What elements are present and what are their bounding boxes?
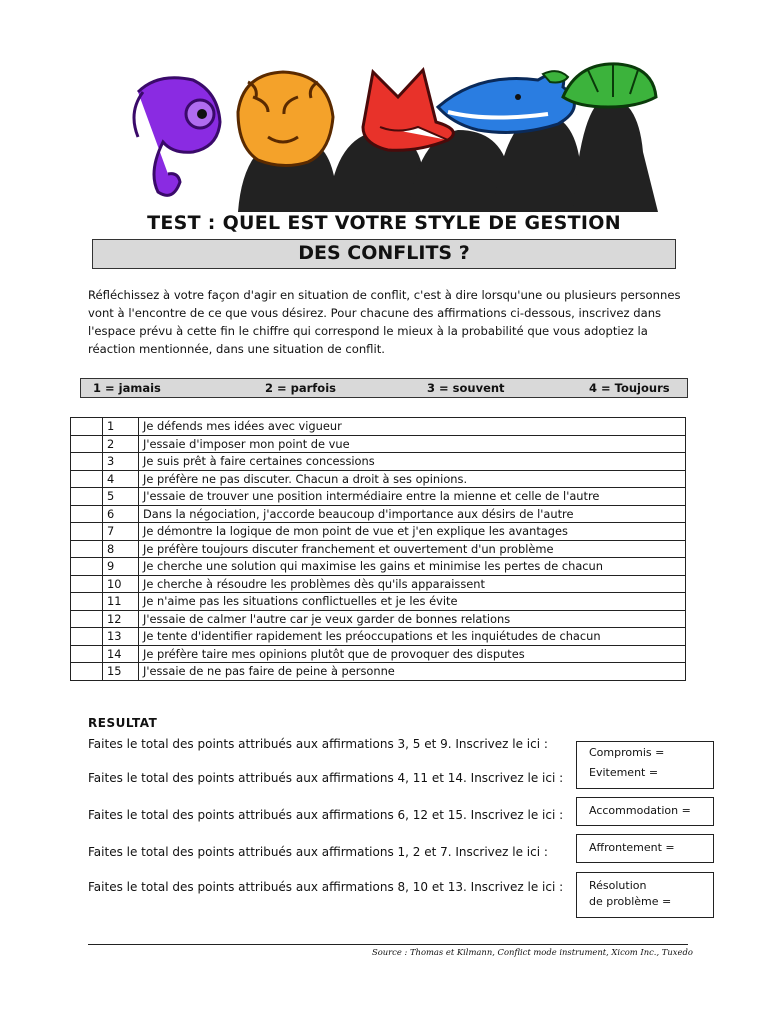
statement-text: Je préfère taire mes opinions plutôt que de provoquer des disputes — [139, 645, 686, 663]
statement-number: 7 — [103, 523, 139, 541]
statement-text: Dans la négociation, j'accorde beaucoup d'importance aux désirs de l'autre — [139, 505, 686, 523]
footer-divider — [88, 944, 688, 945]
resolution-box[interactable] — [576, 872, 714, 918]
statement-text: Je démontre la logique de mon point de vue et j'en explique les avantages — [139, 523, 686, 541]
statement-text: Je défends mes idées avec vigueur — [139, 418, 686, 436]
answer-cell[interactable] — [71, 453, 103, 471]
answer-cell[interactable] — [71, 610, 103, 628]
resolution-label-2: de problème = — [589, 895, 672, 908]
table-row — [71, 628, 686, 646]
table-row — [71, 593, 686, 611]
statement-text: Je cherche une solution qui maximise les gains et minimise les pertes de chacun — [139, 558, 686, 576]
answer-cell[interactable] — [71, 523, 103, 541]
statement-number: 12 — [103, 610, 139, 628]
table-row — [71, 488, 686, 506]
compromis-label: Compromis = — [589, 746, 665, 759]
answer-cell[interactable] — [71, 418, 103, 436]
statement-text: Je suis prêt à faire certaines concessions — [139, 453, 686, 471]
tiger-head-icon — [238, 72, 333, 166]
accommodation-box[interactable] — [576, 797, 714, 826]
table-row — [71, 505, 686, 523]
answer-cell[interactable] — [71, 540, 103, 558]
table-row — [71, 645, 686, 663]
statement-text: Je cherche à résoudre les problèmes dès qu'ils apparaissent — [139, 575, 686, 593]
result-instruction: Faites le total des points attribués aux affirmations 4, 11 et 14. Inscrivez le ici : — [88, 771, 564, 785]
statement-number: 15 — [103, 663, 139, 681]
answer-cell[interactable] — [71, 663, 103, 681]
results-title: RESULTAT — [88, 716, 158, 730]
statement-number: 9 — [103, 558, 139, 576]
answer-cell[interactable] — [71, 628, 103, 646]
result-instruction: Faites le total des points attribués aux affirmations 6, 12 et 15. Inscrivez le ici : — [88, 808, 564, 822]
rating-scale-bar — [80, 378, 688, 398]
statement-text: Je préfère toujours discuter franchement et ouvertement d'un problème — [139, 540, 686, 558]
table-row — [71, 435, 686, 453]
statement-number: 6 — [103, 505, 139, 523]
table-row — [71, 523, 686, 541]
table-row — [71, 540, 686, 558]
statement-text: J'essaie de calmer l'autre car je veux garder de bonnes relations — [139, 610, 686, 628]
page-title-line1: TEST : QUEL EST VOTRE STYLE DE GESTION — [147, 212, 621, 234]
page-title-line2: DES CONFLITS ? — [92, 239, 676, 269]
chameleon-head-icon — [134, 78, 220, 196]
scale-item: 3 = souvent — [427, 381, 505, 395]
statement-number: 1 — [103, 418, 139, 436]
table-row — [71, 558, 686, 576]
scale-item: 1 = jamais — [93, 381, 161, 395]
resolution-label-1: Résolution — [589, 879, 647, 892]
table-row — [71, 470, 686, 488]
source-citation: Source : Thomas et Kilmann, Conflict mode instrument, Xicom Inc., Tuxedo — [372, 947, 693, 957]
statements-table — [70, 417, 686, 681]
table-row — [71, 610, 686, 628]
statement-number: 11 — [103, 593, 139, 611]
statement-number: 3 — [103, 453, 139, 471]
scale-item: 2 = parfois — [265, 381, 336, 395]
statement-text: Je tente d'identifier rapidement les préoccupations et les inquiétudes de chacun — [139, 628, 686, 646]
evitement-label: Evitement = — [589, 766, 659, 779]
answer-cell[interactable] — [71, 593, 103, 611]
answer-cell[interactable] — [71, 435, 103, 453]
result-instruction: Faites le total des points attribués aux affirmations 8, 10 et 13. Inscrivez le ici : — [88, 880, 564, 894]
table-row — [71, 575, 686, 593]
statement-text: J'essaie de trouver une position intermédiaire entre la mienne et celle de l'autre — [139, 488, 686, 506]
answer-cell[interactable] — [71, 575, 103, 593]
compromis-evitement-box[interactable] — [576, 741, 714, 789]
statement-number: 13 — [103, 628, 139, 646]
statement-number: 14 — [103, 645, 139, 663]
table-row — [71, 453, 686, 471]
statement-text: Je préfère ne pas discuter. Chacun a droit à ses opinions. — [139, 470, 686, 488]
affrontement-box[interactable] — [576, 834, 714, 863]
scale-item: 4 = Toujours — [589, 381, 670, 395]
intro-paragraph: Réfléchissez à votre façon d'agir en situation de conflit, c'est à dire lorsqu'une ou plusieurs personnes vont à l'encontre de ce que vous désirez. Pour chacune des affirmations ci-dessous, inscrivez dans l'espace prévu à cette fin le chiffre qui correspond le mieux à la probabilité que vous adoptiez la réaction mentionnée, dans une situation de conflit. — [88, 288, 681, 356]
result-instruction: Faites le total des points attribués aux affirmations 1, 2 et 7. Inscrivez le ici : — [88, 845, 548, 859]
answer-cell[interactable] — [71, 558, 103, 576]
answer-cell[interactable] — [71, 488, 103, 506]
statement-number: 8 — [103, 540, 139, 558]
answer-cell[interactable] — [71, 470, 103, 488]
statement-number: 2 — [103, 435, 139, 453]
statement-number: 5 — [103, 488, 139, 506]
statement-text: J'essaie d'imposer mon point de vue — [139, 435, 686, 453]
banner-illustration — [118, 52, 658, 212]
affrontement-label: Affrontement = — [589, 841, 675, 854]
answer-cell[interactable] — [71, 645, 103, 663]
statement-number: 10 — [103, 575, 139, 593]
answer-cell[interactable] — [71, 505, 103, 523]
table-row — [71, 418, 686, 436]
statement-number: 4 — [103, 470, 139, 488]
result-instruction: Faites le total des points attribués aux affirmations 3, 5 et 9. Inscrivez le ici : — [88, 737, 548, 751]
statement-text: J'essaie de ne pas faire de peine à personne — [139, 663, 686, 681]
table-row — [71, 663, 686, 681]
accommodation-label: Accommodation = — [589, 804, 691, 817]
statement-text: Je n'aime pas les situations conflictuelles et je les évite — [139, 593, 686, 611]
